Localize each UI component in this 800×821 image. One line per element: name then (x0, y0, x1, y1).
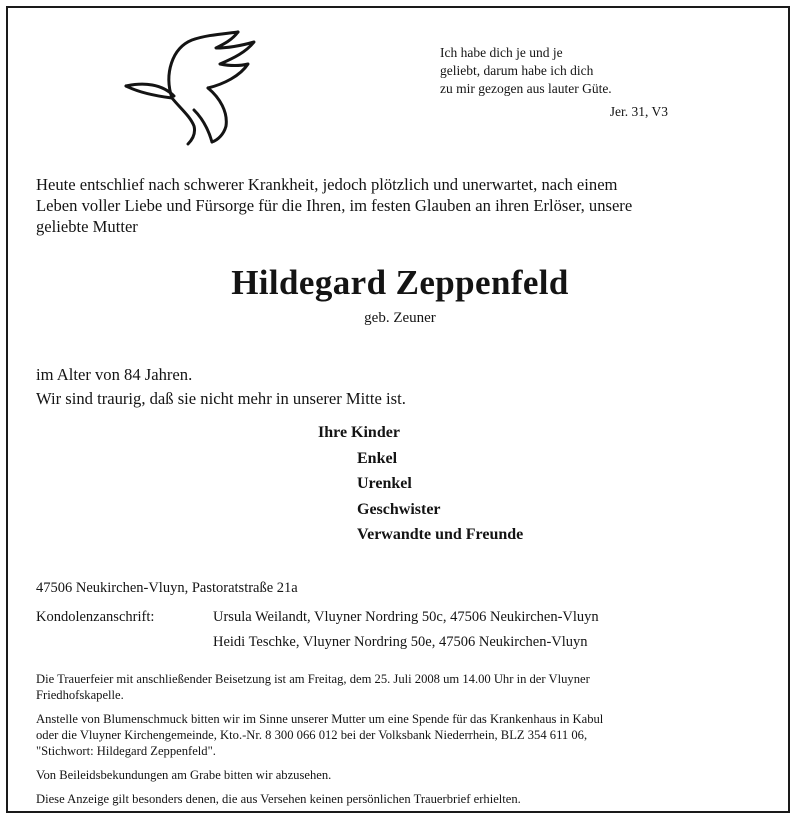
obituary-notice (6, 6, 790, 813)
condolence-label: Kondolenzanschrift: (36, 609, 155, 625)
verse-line: Ich habe dich je und je (440, 45, 563, 60)
notes-section (36, 671, 771, 815)
bible-verse (440, 44, 668, 121)
announcement-text (36, 174, 766, 237)
mourner-item: Enkel (357, 449, 398, 467)
intro-line: Leben voller Liebe und Fürsorge für die Ihren, im festen Glauben an ihren Erlöser, unsere (36, 196, 633, 215)
birth-name: geb. Zeuner (364, 310, 436, 326)
dove-icon (116, 26, 266, 146)
verse-reference: Jer. 31, V3 (609, 104, 668, 119)
note-line: oder die Vluyner Kirchengemeinde, Kto.-Nr. 8 300 066 012 bei der Volksbank Niederrhein, BLZ 354 611 06, (36, 728, 588, 742)
mourner-item: Verwandte und Freunde (357, 526, 524, 543)
condolence-contact: Heidi Teschke, Vluyner Nordring 50e, 47506 Neukirchen-Vluyn (213, 634, 588, 650)
donation-note (36, 711, 771, 759)
age-text: im Alter von 84 Jahren. (36, 365, 193, 384)
condolence-contact: Ursula Weilandt, Vluyner Nordring 50c, 47506 Neukirchen-Vluyn (213, 609, 599, 625)
note-line: Friedhofskapelle. (36, 688, 124, 702)
note-line: Die Trauerfeier mit anschließender Beisetzung ist am Freitag, dem 25. Juli 2008 um 14.00 Uhr in der Vluyner (36, 672, 590, 686)
mourner-item: Ihre Kinder (318, 424, 400, 441)
note-line: "Stichwort: Hildegard Zeppenfeld". (36, 744, 216, 758)
intro-line: geliebte Mutter (36, 217, 138, 236)
verse-line: geliebt, darum habe ich dich (440, 63, 594, 78)
home-address: 47506 Neukirchen-Vluyn, Pastoratstraße 21a (36, 580, 298, 596)
condolence-contacts (213, 605, 599, 655)
mourner-item: Geschwister (357, 500, 441, 518)
grave-note: Von Beileidsbekundungen am Grabe bitten wir abzusehen. (36, 768, 332, 782)
note-line: Anstelle von Blumenschmuck bitten wir im Sinne unserer Mutter um eine Spende für das Krankenhaus in Kabul (36, 712, 604, 726)
mourner-item: Urenkel (357, 475, 412, 492)
letters-note: Diese Anzeige gilt besonders denen, die aus Versehen keinen persönlichen Trauerbrief erhielten. (36, 792, 521, 806)
mourners-list (318, 420, 523, 548)
sorrow-text: Wir sind traurig, daß sie nicht mehr in unserer Mitte ist. (36, 389, 406, 408)
deceased-name: Hildegard Zeppenfeld (231, 263, 569, 302)
age-block (36, 363, 406, 411)
verse-line: zu mir gezogen aus lauter Güte. (440, 81, 612, 96)
intro-line: Heute entschlief nach schwerer Krankheit, jedoch plötzlich und unerwartet, nach einem (36, 175, 618, 194)
funeral-note (36, 671, 771, 703)
